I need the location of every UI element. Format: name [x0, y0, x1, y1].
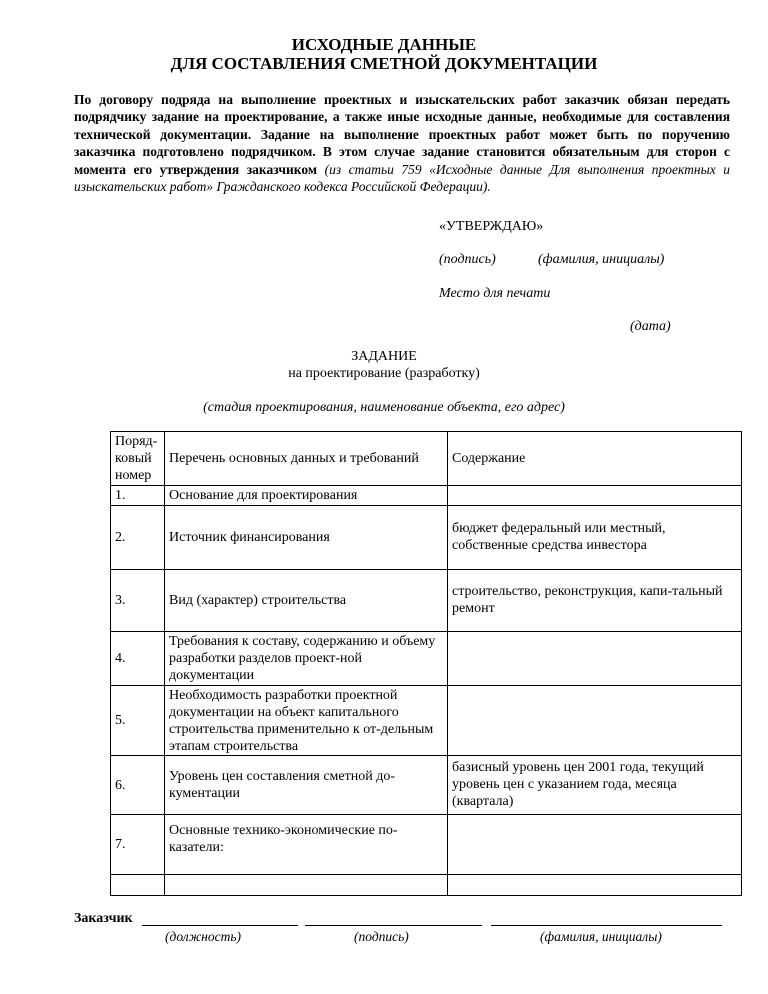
signature-line [305, 925, 482, 926]
row-item: Требования к составу, содержанию и объему разработки разделов проект-ной документации [165, 632, 448, 686]
document-title-line-2: ДЛЯ СОСТАВЛЕНИЯ СМЕТНОЙ ДОКУМЕНТАЦИИ [170, 54, 598, 73]
initial-data-table [110, 431, 742, 896]
name-line [491, 925, 722, 926]
row-item: Источник финансирования [165, 506, 448, 570]
row-content: базисный уровень цен 2001 года, текущий уровень цен с указанием года, месяца (квартала) [448, 756, 742, 815]
row-number [111, 875, 165, 896]
task-subtitle: на проектирование (разработку) [288, 366, 480, 381]
name-caption: (фамилия, инициалы) [540, 929, 662, 944]
row-number: 6. [111, 756, 165, 815]
row-content [448, 486, 742, 506]
row-content [448, 686, 742, 756]
row-number: 2. [111, 506, 165, 570]
table-row [111, 486, 742, 506]
row-content: бюджет федеральный или местный, собственные средства инвестора [448, 506, 742, 570]
table-row [111, 815, 742, 875]
signature-caption: (подпись) [354, 929, 409, 944]
table-row [111, 506, 742, 570]
row-item [165, 875, 448, 896]
position-caption: (должность) [165, 929, 242, 944]
table-header-row [111, 432, 742, 486]
table-row [111, 756, 742, 815]
approval-signature-caption: (подпись) [439, 252, 496, 267]
row-content [448, 815, 742, 875]
row-number: 7. [111, 815, 165, 875]
position-line [142, 925, 298, 926]
table-row [111, 632, 742, 686]
intro-bold-text: По договору подряда на выполнение проектных и изыскательских работ заказчик обязан передать подрядчику задание на проектирование, а также иные исходные данные, необходимые для составления технической документации. Задание на выполнение проектных работ может быть по поручению заказчика подготовлено подрядчиком. В этом случае задание становится обязательным для сторон с момента его утверждения заказчиком [74, 92, 730, 177]
row-number: 5. [111, 686, 165, 756]
task-stage-note: (стадия проектирования, наименование объекта, его адрес) [203, 400, 565, 415]
intro-paragraph [74, 91, 730, 195]
table-row [111, 570, 742, 632]
row-number: 4. [111, 632, 165, 686]
row-item: Вид (характер) строительства [165, 570, 448, 632]
row-content: строительство, реконструкция, капи-тальный ремонт [448, 570, 742, 632]
header-item: Перечень основных данных и требований [165, 432, 448, 486]
row-number: 3. [111, 570, 165, 632]
table-row [111, 686, 742, 756]
task-title: ЗАДАНИЕ [351, 349, 417, 364]
approval-date-caption: (дата) [630, 319, 671, 334]
header-number: Поряд-ковый номер [111, 432, 165, 486]
row-item: Основание для проектирования [165, 486, 448, 506]
row-item: Основные технико-экономические по-казатели: [165, 815, 448, 875]
row-item: Необходимость разработки проектной документации на объект капитального строительства применительно к от-дельным этапам строительства [165, 686, 448, 756]
stamp-place-caption: Место для печати [439, 286, 551, 301]
document-title-line-1: ИСХОДНЫЕ ДАННЫЕ [291, 35, 477, 54]
table-row [111, 875, 742, 896]
intro-citation: (из статьи 759 «Исходные данные Для выполнения проектных и изыскательских работ» Гражданского кодекса Российской Федерации). [74, 161, 730, 195]
row-content [448, 875, 742, 896]
header-content: Содержание [448, 432, 742, 486]
approval-name-caption: (фамилия, инициалы) [538, 252, 665, 267]
row-item: Уровень цен составления сметной до-кументации [165, 756, 448, 815]
row-number: 1. [111, 486, 165, 506]
approval-heading: «УТВЕРЖДАЮ» [439, 219, 544, 234]
row-content [448, 632, 742, 686]
customer-label: Заказчик [74, 911, 133, 926]
